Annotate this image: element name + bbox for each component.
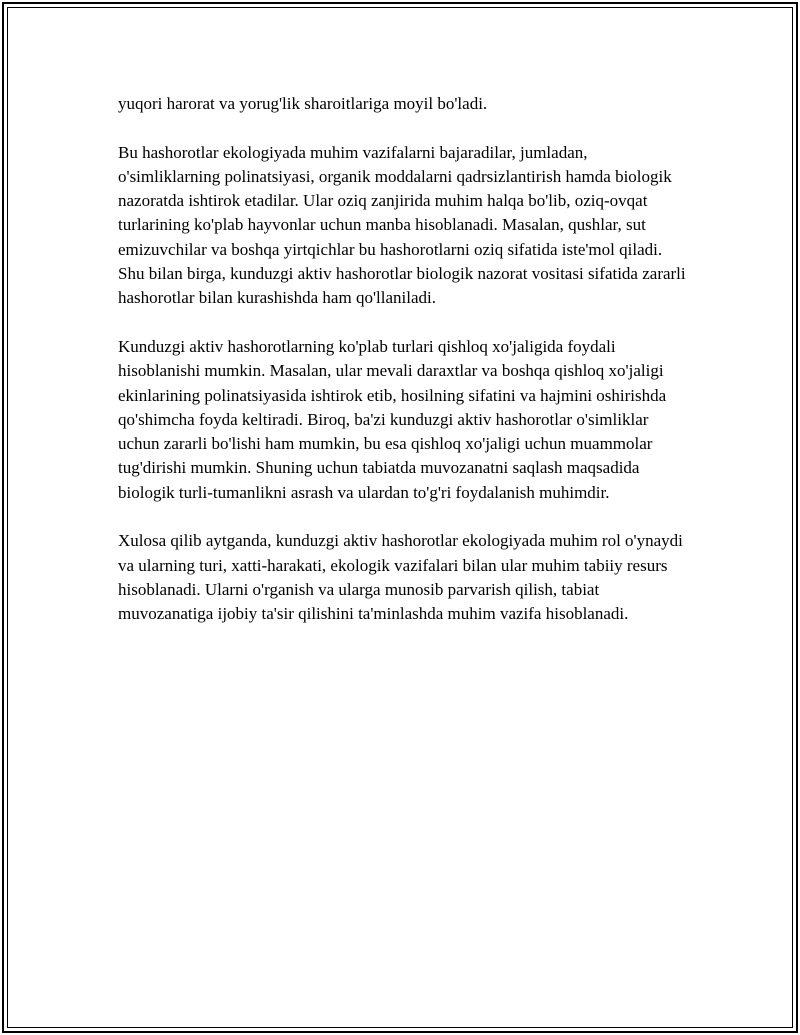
document-body bbox=[118, 92, 686, 651]
paragraph-1: yuqori harorat va yorug'lik sharoitlariga moyil bo'ladi. bbox=[118, 94, 488, 113]
paragraph-3: Kunduzgi aktiv hashorotlarning ko'plab turlari qishloq xo'jaligida foydali hisoblanishi mumkin. Masalan, ular mevali daraxtlar va boshqa qishloq xo'jaligi ekinlarining polinatsiyasida ishtirok etib, hosilning sifatini va hajmini oshirishda qo'shimcha foyda keltiradi. Biroq, ba'zi kunduzgi aktiv hashorotlar o'simliklar uchun zararli bo'lishi ham mumkin, bu esa qishloq xo'jaligi uchun muammolar tug'dirishi mumkin. Shuning uchun tabiatda muvozanatni saqlash maqsadida biologik turli-tumanlikni asrash va ulardan to'g'ri foydalanish muhimdir. bbox=[118, 336, 667, 502]
paragraph-2: Bu hashorotlar ekologiyada muhim vazifalarni bajaradilar, jumladan, o'simliklarning polinatsiyasi, organik moddalarni qadrsizlantirish hamda biologik nazoratda ishtirok etadilar. Ular oziq zanjirida muhim halqa bo'lib, oziq-ovqat turlarining ko'plab hayvonlar uchun manba hisoblanadi. Masalan, qushlar, sut emizuvchilar va boshqa yirtqichlar bu hashorotlarni oziq sifatida iste'mol qiladi. Shu bilan birga, kunduzgi aktiv hashorotlar biologik nazorat vositasi sifatida zararli hashorotlar bilan kurashishda ham qo'llaniladi. bbox=[118, 142, 686, 308]
paragraph-4: Xulosa qilib aytganda, kunduzgi aktiv hashorotlar ekologiyada muhim rol o'ynaydi va ularning turi, xatti-harakati, ekologik vazifalari bilan ular muhim tabiiy resurs hisoblanadi. Ularni o'rganish va ularga munosib parvarish qilish, tabiat muvozanatiga ijobiy ta'sir qilishini ta'minlashda muhim vazifa hisoblanadi. bbox=[118, 531, 683, 624]
